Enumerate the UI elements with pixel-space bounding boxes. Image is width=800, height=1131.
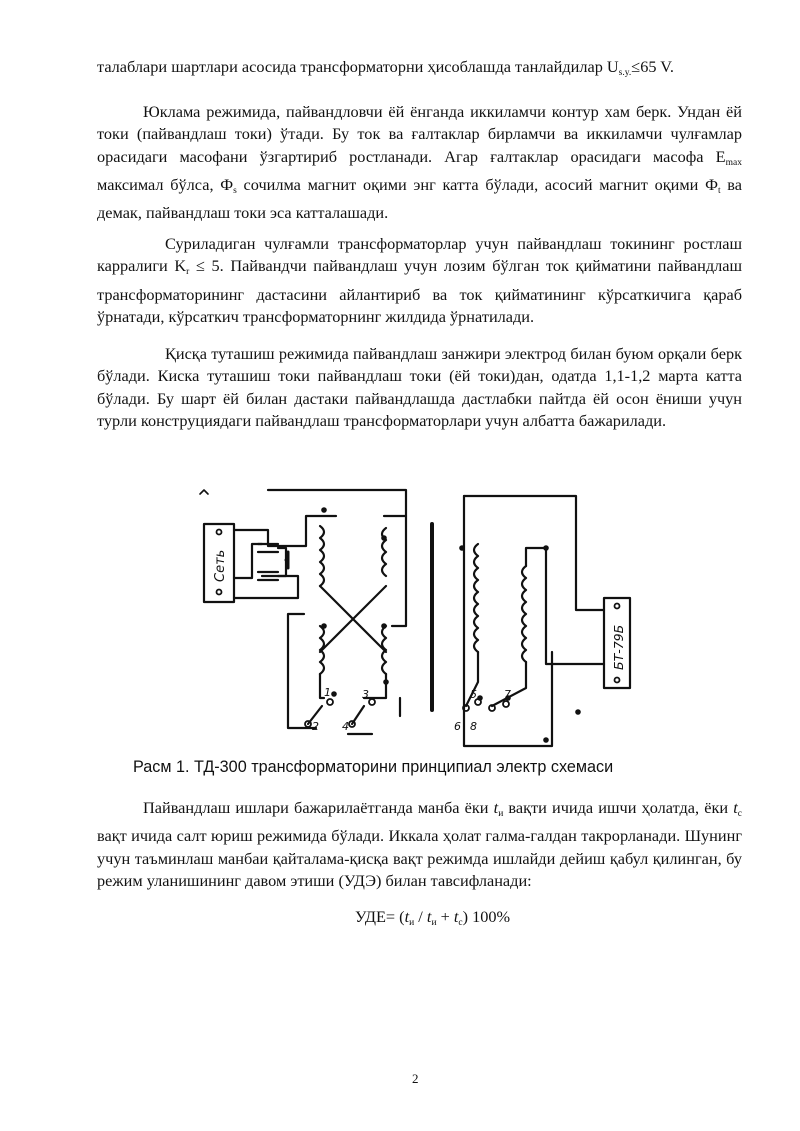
subscript: t: [717, 185, 721, 196]
formula-part: ) 100%: [462, 907, 511, 926]
mains-terminal: [217, 590, 222, 595]
text-run: вақти ичида ишчи ҳолатда, ёки: [503, 798, 734, 817]
variable: t: [733, 798, 738, 817]
arrow-mark: [200, 490, 208, 494]
paragraph-4: Қисқа туташиш режимида пайвандлаш занжири электрод билан буюм орқали берк бўлади. Киска туташиш токи пайвандлаш токи (ёй токи)дан, одатда 1,1-1,2 марта катта бўлади. Бу шарт ёй билан дастаки пайвандлашда дастлабки пайтда ёй осон ёниши учун турли конструциядаги пайвандлаш трансформаторлари учун албатта бажарилади.: [97, 344, 742, 430]
left-return: [288, 614, 316, 728]
switch-contact: [503, 701, 509, 707]
right-return: [392, 516, 406, 626]
electrode-holder-label: БТ-79Б: [611, 624, 626, 670]
primary-wire-loop: [268, 490, 406, 516]
switch-label-8: 8: [470, 720, 477, 733]
subscript: c: [737, 809, 742, 819]
text-run: вақт ичида салт юриш режимида бўлади. Иккала ҳолат галма-галдан такрорланади. Шунинг учун таъминлаш манбаи қайталама-қисқа вақт режимда ишлайди дейиш қабул қилинган, бу режим уланишининг давом этиши (УДЭ) билан тавсифланади:: [97, 826, 742, 890]
text-run: ≤ 5. Пайвандчи пайвандлаш учун лозим бўлган ток қийматини пайвандлаш трансформаторининг дастасини айлантириб ва ток қийматининг кўрсаткичига қараб ўрнатади, кўрсаткич трансформаторнинг жилдида ўрнатилади.: [97, 256, 742, 326]
holder-terminal: [615, 604, 620, 609]
subscript: с: [458, 918, 463, 928]
switch-label-3: 3: [362, 688, 369, 701]
formula-part: /: [414, 907, 427, 926]
paragraph-1: [97, 56, 742, 84]
variable: t: [404, 907, 410, 926]
subscript: max: [725, 157, 742, 168]
secondary-wire-left: [464, 496, 552, 746]
text-run: Юклама режимида, пайвандловчи ёй ёнганда иккиламчи контур хам берк. Ундан ёй токи (пайвандлаш токи) ўтади. Бу ток ва ғалтаклар бирламчи ва иккиламчи чулғамлар орасидаги масофани ўзгартириб ростланади. Агар ғалтаклар орасидаги масофа E: [97, 102, 742, 166]
paragraph-5: [97, 797, 742, 892]
mains-terminal: [217, 530, 222, 535]
duty-cycle-formula: [355, 906, 510, 934]
formula-part: УДЕ= (: [355, 907, 405, 926]
text-run: максимал бўлса, Ф: [97, 174, 234, 194]
primary-coil-1: [320, 526, 324, 586]
secondary-wire-top: [464, 496, 604, 610]
subscript: и: [498, 809, 504, 819]
variable: t: [426, 907, 432, 926]
switch-label-2: 2: [312, 720, 319, 733]
text-run: сочилма магнит оқими энг катта бўлади, асосий магнит оқими Ф: [236, 174, 718, 194]
holder-terminal: [615, 678, 620, 683]
circuit-diagram: [196, 486, 636, 750]
text-run: Суриладиган чулғамли трансформаторлар учун пайвандлаш токининг ростлаш карралиги K: [97, 234, 742, 276]
switch-label-4: 4: [342, 720, 349, 733]
subscript: и: [431, 918, 437, 928]
variable: t: [493, 798, 499, 817]
text-run: Пайвандлаш ишлари бажарилаётганда манба ёки: [143, 798, 494, 817]
secondary-wire-right: [526, 548, 604, 664]
secondary-coil-1: [474, 544, 478, 652]
circuit-diagram-svg: [196, 486, 636, 750]
text-run: ва демак, пайвандлаш токи эса катталашади.: [97, 174, 742, 223]
formula-part: +: [436, 907, 454, 926]
subscript: и: [409, 918, 415, 928]
paragraph-2: [97, 101, 742, 224]
page-number: 2: [412, 1071, 419, 1086]
switch-label-6: 6: [454, 720, 461, 733]
text-run: ≤65 V.: [631, 57, 674, 76]
capacitor-link: [278, 548, 286, 576]
mains-label: Сеть: [213, 549, 228, 582]
paragraph-3: [97, 233, 742, 328]
switch-contact: [327, 699, 333, 705]
switch-contact: [369, 699, 375, 705]
figure-caption: Расм 1. ТД-300 трансформаторини принципиал электр схемаси: [133, 758, 614, 776]
switch-label-1: 1: [324, 686, 331, 699]
primary-wire-top: [234, 516, 336, 546]
subscript: s: [233, 185, 237, 196]
text-run: талаблари шартлари асосида трансформаторни ҳисоблашда танлайдилар U: [97, 57, 619, 76]
secondary-coil-2: [522, 566, 526, 662]
switch-label-5: 5: [470, 688, 477, 701]
subscript: r: [186, 267, 190, 278]
variable: t: [453, 907, 459, 926]
subscript: s.y.: [618, 68, 632, 78]
switch-label-7: 7: [504, 688, 511, 701]
